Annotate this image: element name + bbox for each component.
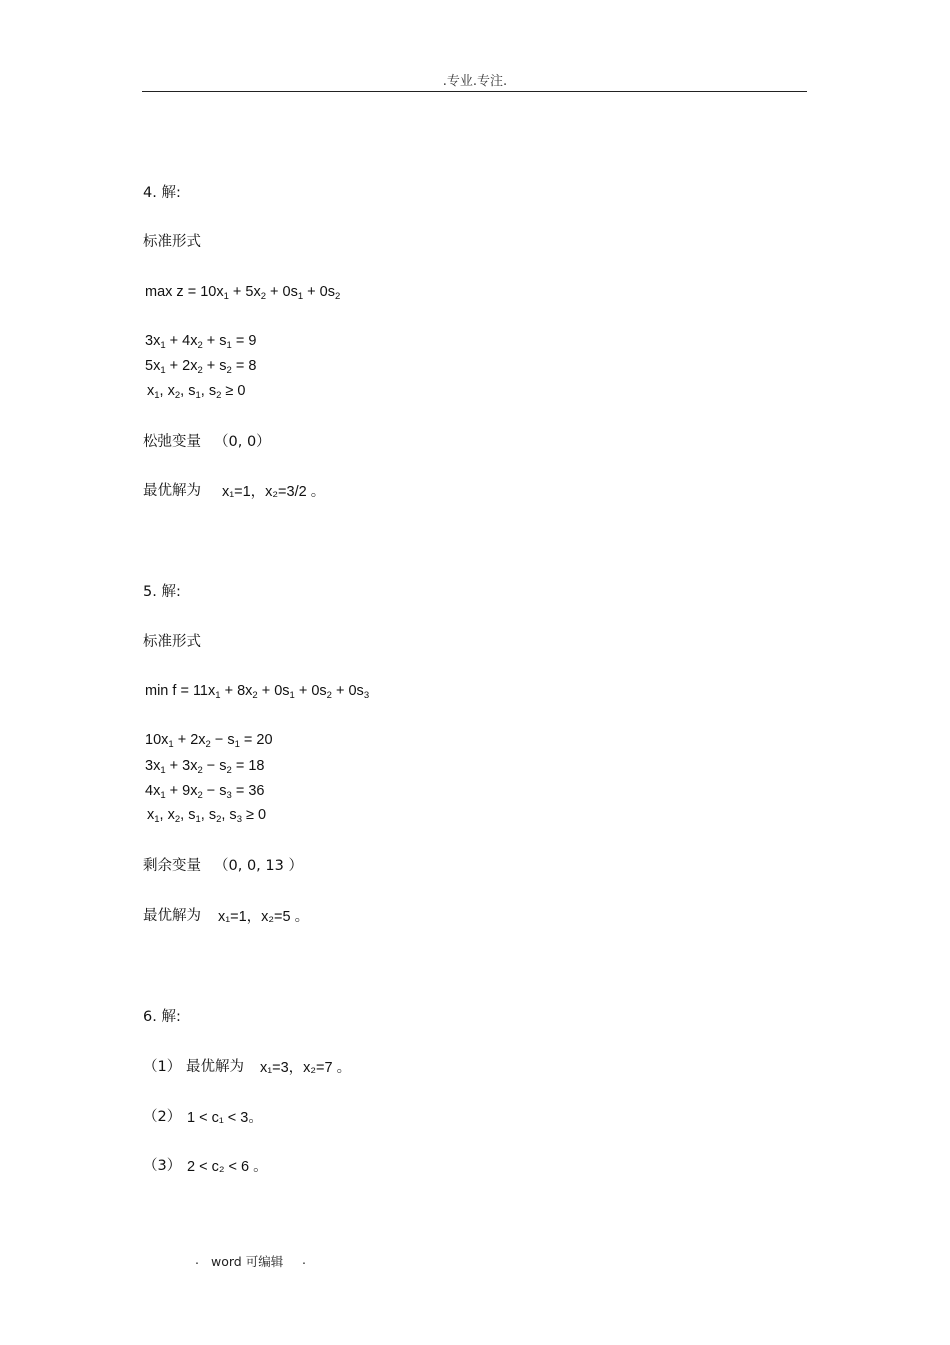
q4-standard-form-label: 标准形式 — [143, 234, 201, 250]
q5-constraint-2: $3x_1 + 3x_2 - s_2 = 18$ — [145, 758, 265, 776]
q4-constraint-2: $5x_1 + 2x_2 + s_2 = 8$ — [145, 358, 257, 376]
q4-slack-value: （0, 0） — [214, 434, 271, 450]
q4-title: 4. 解: — [143, 185, 181, 201]
q6-part2-number: （2） — [143, 1109, 182, 1125]
q6-part1-label: 最优解为 — [186, 1059, 244, 1075]
q4-constraint-1: $3x_1 + 4x_2 + s_1 = 9$ — [145, 333, 257, 351]
footer-dot-right: . — [302, 1252, 306, 1267]
footer-dot-left: . — [195, 1252, 199, 1267]
q6-part3-text: 2 < c₂ < 6 。 — [187, 1159, 268, 1175]
q5-nonnegativity: $x_1$, $x_2$, $s_1$, $s_2$, $s_3 \ge 0$ — [147, 807, 267, 825]
q5-standard-form-label: 标准形式 — [143, 634, 201, 650]
q4-optimal-value: x₁=1，x₂=3/2 。 — [222, 484, 326, 500]
q5-constraint-3: $4x_1 + 9x_2 - s_3 = 36$ — [145, 783, 265, 801]
page-header: .专业.专注. — [442, 74, 508, 89]
q6-title: 6. 解: — [143, 1009, 181, 1025]
q4-optimal-label: 最优解为 — [143, 483, 201, 499]
q6-part2-text: 1 < c₁ < 3。 — [187, 1110, 263, 1126]
footer-text: word 可编辑 — [211, 1254, 284, 1269]
q5-title: 5. 解: — [143, 584, 181, 600]
header-rule — [142, 91, 807, 92]
q5-objective: $\min f = 11x_1 + 8x_2 + 0s_1 + 0s_2 + 0s_3$ — [145, 683, 370, 701]
q5-surplus-label: 剩余变量 — [143, 858, 201, 874]
q5-constraint-1: $10x_1 + 2x_2 - s_1 = 20$ — [145, 732, 273, 750]
q5-optimal-value: x₁=1，x₂=5 。 — [218, 909, 310, 925]
q5-optimal-label: 最优解为 — [143, 908, 201, 924]
q6-part1-value: x₁=3，x₂=7 。 — [260, 1060, 352, 1076]
q6-part3-number: （3） — [143, 1158, 182, 1174]
q6-part1-number: （1） — [143, 1059, 182, 1075]
q4-objective: $\max z = 10x_1 + 5x_2 + 0s_1 + 0s_2$ — [145, 284, 341, 302]
q5-surplus-value: （0, 0, 13 ） — [214, 858, 303, 874]
q4-slack-label: 松弛变量 — [143, 434, 201, 450]
q4-nonnegativity: $x_1$, $x_2$, $s_1$, $s_2 \ge 0$ — [147, 383, 246, 401]
